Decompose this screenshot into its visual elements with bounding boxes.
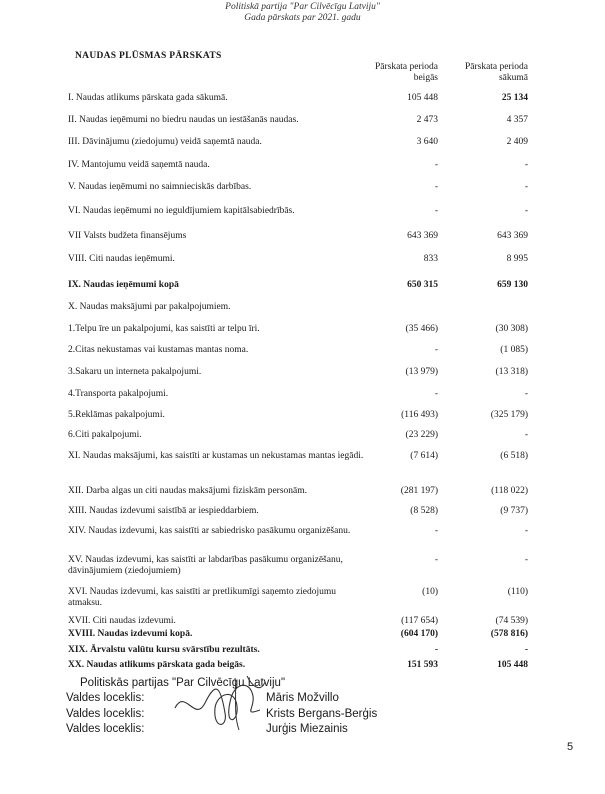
value-previous: 25 134 [501,93,528,103]
value-current: - [434,555,438,565]
row-label: XV. Naudas izdevumi, kas saistīti ar labdarības pasākumu organizēšanu, dāvinājumiem (ziedojumiem) [68,555,343,576]
value-previous: (30 308) [495,324,528,334]
value-previous: - [524,526,528,536]
value-current: - [434,206,438,216]
row-label: 6.Citi pakalpojumi. [68,430,142,440]
value-current: (35 466) [405,324,438,334]
value-current: (604 170) [400,629,438,639]
value-current: (116 493) [401,410,438,420]
row-label: II. Naudas ieņēmumi no biedru naudas un iestāšanās naudas. [68,115,299,125]
value-previous: 105 448 [497,660,528,670]
page-number: 5 [567,741,574,753]
row-label: XIV. Naudas izdevumi, kas saistīti ar sabiedrisko pasākumu organizēšanu. [68,526,351,536]
value-previous: 4 357 [506,115,528,125]
header-report-title: Gada pārskats par 2021. gadu [244,13,361,23]
value-previous: - [524,555,528,565]
value-current: - [434,389,438,399]
row-label: XVIII. Naudas izdevumi kopā. [68,629,193,639]
page-title: NAUDAS PLŪSMAS PĀRSKATS [75,51,222,61]
value-previous: (9 737) [500,506,528,516]
value-current: (7 614) [410,451,438,461]
value-previous: 643 369 [497,231,528,241]
column-header-previous: Pārskata perioda sākumā [464,62,528,83]
row-label: III. Dāvinājumu (ziedojumu) veidā saņemtā nauda. [68,137,262,147]
value-current: - [434,182,438,192]
value-previous: 8 995 [506,254,528,264]
value-current: 650 315 [407,280,438,290]
column-header-current: Pārskata perioda beigās [374,62,438,83]
value-previous: - [524,182,528,192]
value-current: - [434,160,438,170]
signature-role: Valdes loceklis: [66,708,145,720]
value-previous: (325 179) [490,410,528,420]
value-previous: (6 518) [500,451,528,461]
row-label: XI. Naudas maksājumi, kas saistīti ar kustamas un nekustamas mantas iegādi. [68,451,364,461]
value-current: (23 229) [405,430,438,440]
signature-role: Valdes loceklis: [66,692,145,704]
signatory-name: Krists Bergans-Berģis [266,708,378,720]
value-current: (13 979) [405,367,438,377]
value-current: 2 473 [416,115,438,125]
handwritten-signature-icon [165,668,275,738]
row-label: V. Naudas ieņēmumi no saimnieciskās darbības. [68,182,252,192]
value-previous: (578 816) [490,629,528,639]
value-previous: - [524,645,528,655]
value-current: - [434,345,438,355]
value-previous: (110) [507,587,528,597]
row-label: XIII. Naudas izdevumi saistībā ar iespieddarbiem. [68,506,259,516]
row-label: VII Valsts budžeta finansējums [68,231,187,241]
row-label: XIX. Ārvalstu valūtu kursu svārstību rezultāts. [68,645,260,655]
row-label: 1.Telpu īre un pakalpojumi, kas saistīti ar telpu īri. [68,324,260,334]
value-current: 833 [423,254,438,264]
value-previous: - [524,389,528,399]
value-previous: (74 539) [495,616,528,626]
signature-role: Valdes loceklis: [66,723,145,735]
value-current: (117 654) [401,616,438,626]
row-label: XII. Darba algas un citi naudas maksājumi fiziskām personām. [68,486,308,496]
value-previous: - [524,160,528,170]
row-label: VIII. Citi naudas ieņēmumi. [68,254,175,264]
row-label: I. Naudas atlikums pārskata gada sākumā. [68,93,228,103]
value-current: 105 448 [407,93,438,103]
row-label: IV. Mantojumu veidā saņemtā nauda. [68,160,210,170]
signatory-name: Māris Možvillo [266,692,339,704]
value-current: - [434,645,438,655]
signature-party: Politiskās partijas "Par Cilvēcīgu Latviju" [80,677,286,689]
value-previous: - [524,206,528,216]
header-party-name: Politiskā partija "Par Cilvēcīgu Latviju" [225,2,380,12]
value-current: (281 197) [400,486,438,496]
value-current: 151 593 [407,660,438,670]
value-current: 643 369 [407,231,438,241]
row-label: XVI. Naudas izdevumi, kas saistīti ar pretlikumīgi saņemto ziedojumu atmaksu. [68,587,337,608]
value-current: 3 640 [416,137,438,147]
value-previous: - [524,430,528,440]
row-label: XVII. Citi naudas izdevumi. [68,616,176,626]
row-label: IX. Naudas ieņēmumi kopā [68,280,179,290]
signatory-name: Jurģis Miezainis [266,723,348,735]
row-label: XX. Naudas atlikums pārskata gada beigās. [68,660,246,670]
value-previous: 659 130 [497,280,528,290]
row-label: 4.Transporta pakalpojumi. [68,389,169,399]
value-previous: (118 022) [491,486,528,496]
value-current: (10) [422,587,438,597]
row-label: 5.Reklāmas pakalpojumi. [68,410,165,420]
row-label: 2.Citas nekustamas vai kustamas mantas noma. [68,345,249,355]
value-current: - [434,526,438,536]
value-previous: (13 318) [495,367,528,377]
row-label: 3.Sakaru un interneta pakalpojumi. [68,367,202,377]
row-label: VI. Naudas ieņēmumi no ieguldījumiem kapitālsabiedrībās. [68,206,295,216]
value-previous: 2 409 [506,137,528,147]
row-label: X. Naudas maksājumi par pakalpojumiem. [68,302,231,312]
value-current: (8 528) [410,506,438,516]
value-previous: (1 085) [500,345,528,355]
